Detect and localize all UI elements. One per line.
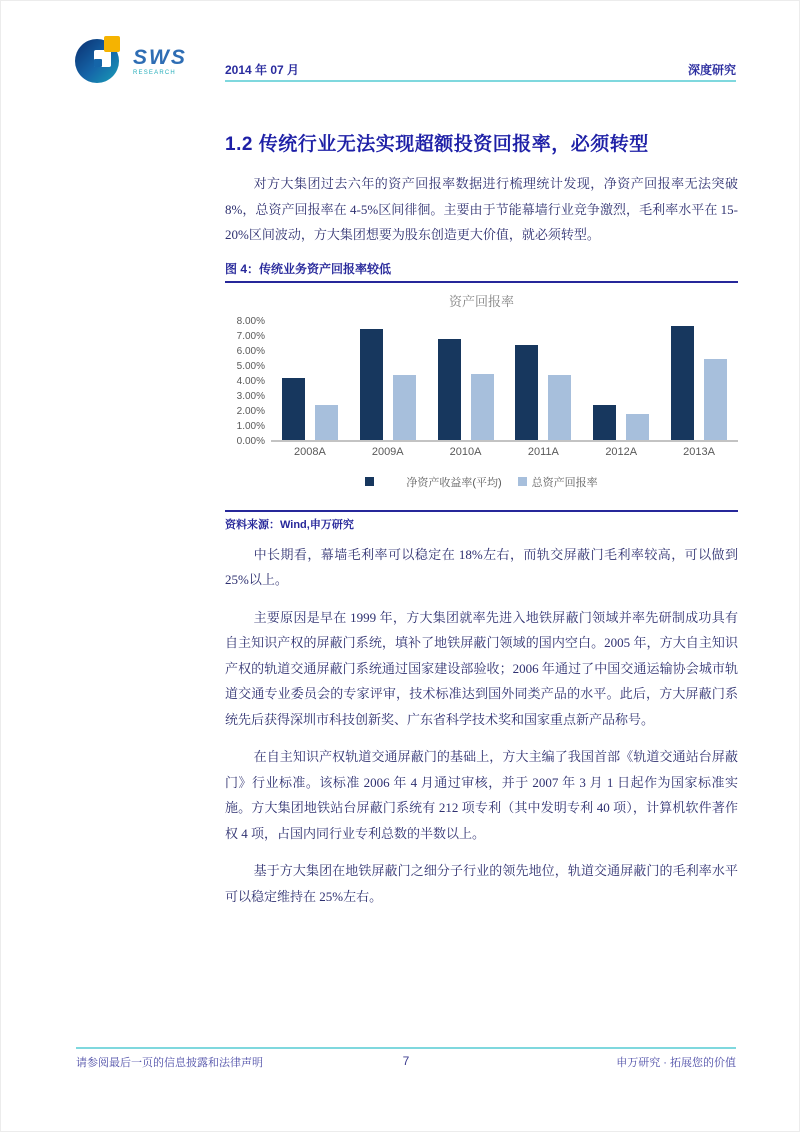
x-tick-label: 2011A bbox=[527, 445, 559, 458]
page-footer bbox=[76, 1047, 736, 1070]
paragraph: 对方大集团过去六年的资产回报率数据进行梳理统计发现，净资产回报率无法突破 8%，总资产回报率在 4-5%区间徘徊。主要由于节能幕墙行业竞争激烈，毛利率水平在 15-20%区间波动，方大集团想要为股东创造更大价值，就必须转型。 bbox=[225, 176, 738, 242]
y-tick-label: 6.00% bbox=[236, 346, 265, 357]
plot-area bbox=[271, 322, 738, 442]
y-tick-label: 5.00% bbox=[236, 361, 265, 372]
section-title: 1.2 传统行业无法实现超额投资回报率，必须转型 bbox=[225, 134, 649, 155]
x-tick-label: 2013A bbox=[683, 445, 715, 458]
logo-brand-text: SWS bbox=[133, 45, 187, 69]
header-report-type: 深度研究 bbox=[687, 63, 736, 77]
x-tick-label: 2008A bbox=[294, 445, 326, 458]
bar bbox=[593, 405, 616, 440]
bar bbox=[704, 359, 727, 440]
bar bbox=[360, 329, 383, 440]
paragraph: 在自主知识产权轨道交通屏蔽门的基础上，方大主编了我国首部《轨道交通站台屏蔽门》行业标准。该标准 2006 年 4 月通过审核，并于 2007 年 3 月 1 日起作为国家标准实施。方大集团地铁站台屏蔽门系统有 212 项专利（其中发明专利 40 项），计算机软件著作权 4 项，占国内同行业专利总数的半数以上。 bbox=[225, 749, 738, 841]
header-date: 2014 年 07 月 bbox=[225, 63, 300, 77]
y-tick-label: 2.00% bbox=[236, 406, 265, 417]
roa-bar-chart bbox=[225, 283, 738, 490]
x-tick-label: 2012A bbox=[605, 445, 638, 458]
legend-item bbox=[518, 474, 598, 490]
x-tick-label: 2009A bbox=[371, 445, 404, 458]
bar-group bbox=[349, 329, 427, 440]
chart-legend bbox=[225, 474, 738, 490]
bar bbox=[393, 375, 416, 440]
logo-sub-text: RESEARCH bbox=[133, 69, 176, 76]
y-tick-label: 7.00% bbox=[236, 331, 265, 342]
y-tick-label: 1.00% bbox=[236, 421, 265, 432]
paragraph: 主要原因是早在 1999 年，方大集团就率先进入地铁屏蔽门领域并率先研制成功具有自主知识产权的屏蔽门系统，填补了地铁屏蔽门领域的国内空白。2005 年，方大自主知识产权的轨道交通屏蔽门系统通过国家建设部验收；2006 年通过了中国交通运输协会城市轨道交通专业委员会的专家评审，技术标准达到国外同类产品的水平。此后，方大屏蔽门系统先后获得深圳市科技创新奖、广东省科学技术奖和国家重点新产品称号。 bbox=[225, 609, 738, 727]
bar bbox=[438, 339, 461, 440]
page-number: 7 bbox=[402, 1054, 410, 1068]
sws-logo bbox=[73, 33, 187, 90]
y-tick-label: 4.00% bbox=[236, 376, 265, 387]
legend-label: 净资产收益率(平均) bbox=[406, 476, 502, 489]
bar bbox=[471, 374, 494, 440]
x-axis-labels bbox=[225, 446, 738, 458]
bar bbox=[282, 378, 305, 440]
paragraph: 基于方大集团在地铁屏蔽门之细分子行业的领先地位，轨道交通屏蔽门的毛利率水平可以稳定维持在 25%左右。 bbox=[225, 863, 738, 904]
bar bbox=[548, 375, 571, 440]
bar-group bbox=[660, 326, 738, 440]
y-tick-label: 8.00% bbox=[236, 316, 265, 327]
bar-group bbox=[271, 378, 349, 440]
x-tick-label: 2010A bbox=[449, 445, 482, 458]
chart-title: 资产回报率 bbox=[448, 293, 514, 309]
header-divider bbox=[225, 80, 736, 82]
footer-disclaimer: 请参阅最后一页的信息披露和法律声明 bbox=[76, 1057, 263, 1069]
y-tick-label: 3.00% bbox=[236, 391, 265, 402]
bar-group bbox=[504, 345, 582, 440]
bar bbox=[626, 414, 649, 440]
y-tick-label: 0.00% bbox=[236, 436, 265, 447]
bar bbox=[515, 345, 538, 440]
sws-logo-icon bbox=[73, 33, 125, 90]
bar bbox=[671, 326, 694, 440]
chart-plot-wrapper bbox=[225, 316, 738, 447]
paragraph: 中长期看，幕墙毛利率可以稳定在 18%左右，而轨交屏蔽门毛利率较高，可以做到 25%以上。 bbox=[225, 546, 738, 587]
legend-item bbox=[365, 474, 501, 490]
figure-caption: 图 4：传统业务资产回报率较低 bbox=[225, 260, 738, 283]
legend-marker bbox=[518, 477, 527, 486]
figure-source: 资料来源：Wind,申万研究 bbox=[225, 510, 738, 532]
legend-marker bbox=[365, 477, 374, 486]
footer-slogan: 申万研究 · 拓展您的价值 bbox=[616, 1057, 736, 1069]
figure-4 bbox=[225, 260, 738, 532]
main-content bbox=[225, 129, 738, 921]
legend-label: 总资产回报率 bbox=[531, 476, 598, 489]
bar-group bbox=[582, 405, 660, 440]
bar bbox=[315, 405, 338, 440]
y-axis bbox=[225, 316, 271, 447]
bar-group bbox=[427, 339, 505, 440]
